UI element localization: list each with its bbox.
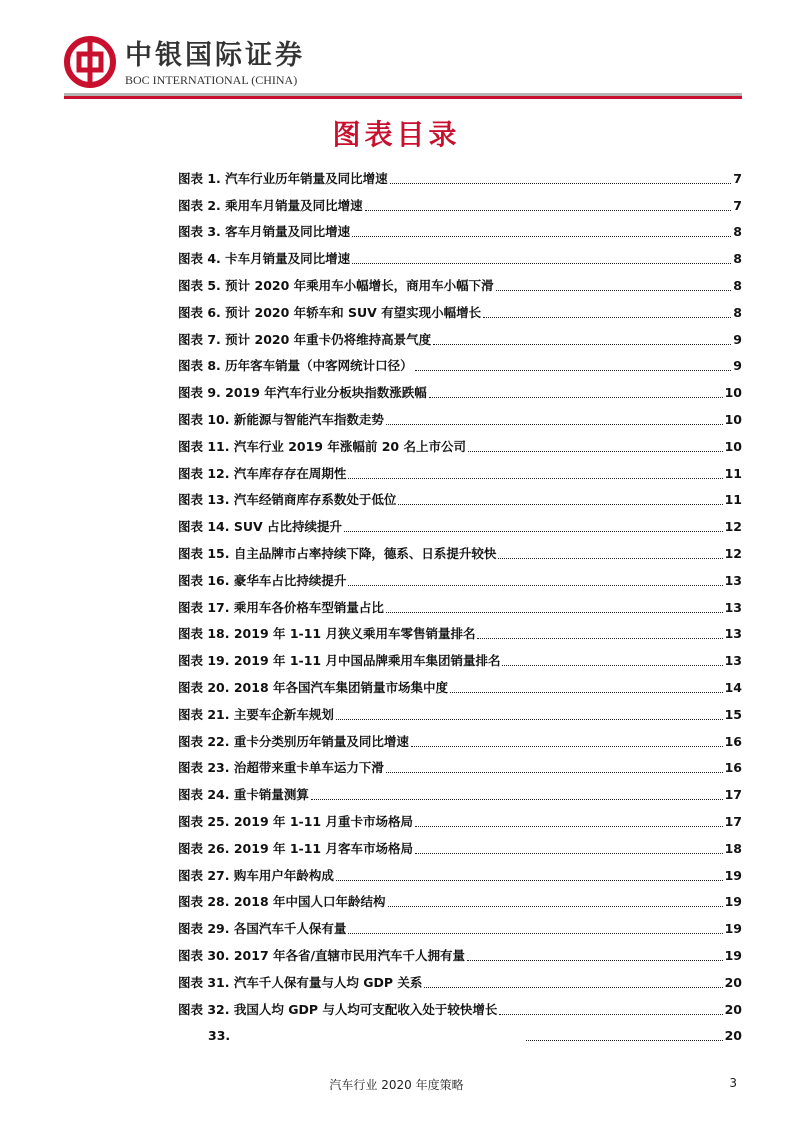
toc-dot-leader — [429, 396, 723, 398]
toc-entry[interactable] — [178, 190, 742, 217]
toc-entry-page[interactable]: 20 — [724, 1001, 742, 1017]
toc-dot-leader — [483, 316, 731, 318]
toc-entry-page[interactable]: 16 — [724, 733, 742, 749]
toc-entry[interactable] — [178, 913, 742, 940]
toc-entry-label[interactable]: 图表 31. 汽车千人保有量与人均 GDP 关系 — [178, 974, 423, 990]
toc-entry-label[interactable]: 图表 17. 乘用车各价格车型销量占比 — [178, 599, 384, 615]
toc-entry-page[interactable]: 15 — [724, 706, 742, 722]
toc-entry-page[interactable]: 10 — [724, 438, 742, 454]
toc-dot-leader — [424, 986, 722, 988]
boc-logo-icon — [64, 36, 116, 88]
header-divider-red — [64, 96, 742, 99]
toc-dot-leader — [336, 718, 723, 720]
toc-dot-leader — [365, 209, 732, 211]
toc-entry-label[interactable]: 图表 8. 历年客车销量（中客网统计口径） — [178, 358, 413, 374]
toc-entry[interactable] — [178, 779, 742, 806]
toc-entry-label[interactable]: 图表 25. 2019 年 1-11 月重卡市场格局 — [178, 813, 413, 829]
toc-entry[interactable] — [178, 994, 742, 1021]
toc-entry[interactable] — [178, 538, 742, 565]
toc-entry[interactable] — [178, 806, 742, 833]
toc-entry[interactable] — [178, 565, 742, 592]
toc-dot-leader — [526, 1039, 723, 1041]
toc-entry-label[interactable]: 图表 1. 汽车行业历年销量及同比增速 — [178, 170, 388, 186]
toc-entry[interactable] — [178, 297, 742, 324]
toc-entry[interactable] — [178, 243, 742, 270]
toc-dot-leader — [352, 235, 731, 237]
toc-dot-leader — [468, 450, 723, 452]
toc-entry-label[interactable]: 图表 13. 汽车经销商库存系数处于低位 — [178, 492, 397, 508]
toc-entry-label[interactable]: 图表 14. SUV 占比持续提升 — [178, 519, 343, 535]
toc-entry-page[interactable]: 19 — [724, 947, 742, 963]
toc-entry-label[interactable]: 图表 23. 治超带来重卡单车运力下滑 — [178, 760, 384, 776]
toc-dot-leader — [390, 182, 732, 184]
toc-entry-label[interactable]: 图表 19. 2019 年 1-11 月中国品牌乘用车集团销量排名 — [178, 653, 501, 669]
toc-entry-page[interactable]: 10 — [724, 411, 742, 427]
toc-entry-page[interactable]: 16 — [724, 760, 742, 776]
toc-entry[interactable] — [178, 163, 742, 190]
footer-report-title: 汽车行业 2020 年度策略 — [329, 1078, 464, 1092]
toc-entry-page[interactable]: 19 — [724, 867, 742, 883]
toc-entry[interactable] — [178, 672, 742, 699]
toc-entry-label[interactable]: 图表 6. 预计 2020 年轿车和 SUV 有望实现小幅增长 — [178, 304, 482, 320]
toc-entry-page[interactable]: 8 — [733, 277, 742, 293]
toc-dot-leader — [433, 343, 731, 345]
toc-entry[interactable] — [178, 351, 742, 378]
toc-dot-leader — [344, 530, 723, 532]
toc-entry[interactable] — [178, 726, 742, 753]
toc-entry[interactable] — [178, 645, 742, 672]
toc-entry-label[interactable]: 图表 4. 卡车月销量及同比增速 — [178, 251, 351, 267]
toc-entry-page[interactable]: 11 — [724, 492, 742, 508]
toc-entry-label[interactable]: 图表 32. 我国人均 GDP 与人均可支配收入处于较快增长 — [178, 1001, 498, 1017]
toc-entry-page[interactable]: 7 — [733, 170, 742, 186]
toc-dot-leader — [477, 637, 722, 639]
toc-entry-label[interactable]: 图表 3. 客车月销量及同比增速 — [178, 224, 351, 240]
toc-entry-page[interactable]: 17 — [724, 813, 742, 829]
toc-entry-label[interactable]: 图表 29. 各国汽车千人保有量 — [178, 921, 347, 937]
toc-entry-page[interactable]: 11 — [724, 465, 742, 481]
toc-entry-label[interactable]: 图表 22. 重卡分类别历年销量及同比增速 — [178, 733, 409, 749]
toc-entry-label[interactable]: 图表 26. 2019 年 1-11 月客车市场格局 — [178, 840, 413, 856]
toc-entry-label[interactable]: 图表 30. 2017 年各省/直辖市民用汽车千人拥有量 — [178, 947, 466, 963]
toc-dot-leader — [467, 959, 723, 961]
toc-entry[interactable] — [178, 1021, 742, 1048]
toc-title: 图表目录 — [332, 118, 461, 151]
toc-dot-leader — [348, 932, 722, 934]
toc-entry[interactable] — [178, 511, 742, 538]
toc-entry[interactable] — [178, 860, 742, 887]
toc-entry-page[interactable]: 10 — [724, 385, 742, 401]
toc-entry[interactable] — [178, 833, 742, 860]
toc-entry-page[interactable]: 20 — [724, 1028, 742, 1044]
toc-entry-label[interactable]: 图表 18. 2019 年 1-11 月狭义乘用车零售销量排名 — [178, 626, 476, 642]
toc-entry-label[interactable]: 33. — [208, 1028, 231, 1044]
toc-entry[interactable] — [178, 431, 742, 458]
toc-entry-page[interactable]: 12 — [724, 519, 742, 535]
toc-entry[interactable] — [178, 940, 742, 967]
toc-entry[interactable] — [178, 619, 742, 646]
toc-entry[interactable] — [178, 592, 742, 619]
toc-entry[interactable] — [178, 887, 742, 914]
toc-dot-leader — [336, 879, 723, 881]
toc-entry-page[interactable]: 13 — [724, 653, 742, 669]
toc-dot-leader — [496, 289, 732, 291]
toc-entry-page[interactable]: 19 — [724, 921, 742, 937]
toc-entry-label[interactable]: 图表 24. 重卡销量测算 — [178, 787, 309, 803]
toc-entry[interactable] — [178, 404, 742, 431]
toc-entry-page[interactable]: 8 — [733, 224, 742, 240]
toc-entry[interactable] — [178, 485, 742, 512]
toc-entry-page[interactable]: 13 — [724, 572, 742, 588]
toc-entry-page[interactable]: 14 — [724, 679, 742, 695]
toc-dot-leader — [311, 798, 723, 800]
toc-dot-leader — [415, 852, 723, 854]
toc-entry-page[interactable]: 9 — [733, 358, 742, 374]
toc-entry-page[interactable]: 7 — [733, 197, 742, 213]
brand-name-cn: 中银国际证券 — [125, 40, 305, 71]
toc-entry-label[interactable]: 图表 16. 豪华车占比持续提升 — [178, 572, 347, 588]
toc-dot-leader — [386, 771, 723, 773]
toc-entry[interactable] — [178, 217, 742, 244]
toc-entry-label[interactable]: 图表 10. 新能源与智能汽车指数走势 — [178, 411, 384, 427]
toc-entry-page[interactable]: 13 — [724, 599, 742, 615]
page-number: 3 — [729, 1076, 737, 1090]
toc-dot-leader — [450, 691, 723, 693]
toc-dot-leader — [411, 745, 723, 747]
toc-entry-label[interactable]: 图表 20. 2018 年各国汽车集团销量市场集中度 — [178, 679, 448, 695]
table-of-figures — [178, 163, 742, 1047]
toc-entry[interactable] — [178, 699, 742, 726]
toc-entry-label[interactable]: 图表 27. 购车用户年龄构成 — [178, 867, 334, 883]
toc-entry-page[interactable]: 8 — [733, 304, 742, 320]
toc-dot-leader — [348, 584, 722, 586]
toc-entry[interactable] — [178, 377, 742, 404]
toc-entry[interactable] — [178, 753, 742, 780]
toc-entry-label[interactable]: 图表 5. 预计 2020 年乘用车小幅增长，商用车小幅下滑 — [178, 277, 494, 293]
toc-dot-leader — [415, 369, 732, 371]
toc-dot-leader — [388, 905, 723, 907]
toc-entry-page[interactable]: 13 — [724, 626, 742, 642]
toc-entry-label[interactable]: 图表 12. 汽车库存存在周期性 — [178, 465, 347, 481]
toc-dot-leader — [415, 825, 723, 827]
brand-name-en: BOC INTERNATIONAL (CHINA) — [125, 73, 298, 87]
toc-entry-page[interactable]: 18 — [724, 840, 742, 856]
toc-dot-leader — [498, 557, 722, 559]
toc-entry-page[interactable]: 17 — [724, 787, 742, 803]
toc-dot-leader — [348, 477, 722, 479]
toc-dot-leader — [398, 503, 722, 505]
toc-entry-page[interactable]: 20 — [724, 974, 742, 990]
toc-entry-label[interactable]: 图表 21. 主要车企新车规划 — [178, 706, 334, 722]
toc-entry-label[interactable]: 图表 15. 自主品牌市占率持续下降，德系、日系提升较快 — [178, 545, 497, 561]
toc-entry[interactable] — [178, 458, 742, 485]
toc-entry-label[interactable]: 图表 28. 2018 年中国人口年龄结构 — [178, 894, 386, 910]
toc-entry[interactable] — [178, 270, 742, 297]
toc-entry-page[interactable]: 8 — [733, 251, 742, 267]
toc-entry[interactable] — [178, 967, 742, 994]
toc-entry-page[interactable]: 9 — [733, 331, 742, 347]
toc-entry-label[interactable]: 图表 2. 乘用车月销量及同比增速 — [178, 197, 363, 213]
toc-entry-label[interactable]: 图表 11. 汽车行业 2019 年涨幅前 20 名上市公司 — [178, 438, 466, 454]
toc-entry-label[interactable]: 图表 9. 2019 年汽车行业分板块指数涨跌幅 — [178, 385, 427, 401]
toc-dot-leader — [499, 1013, 722, 1015]
toc-dot-leader — [386, 611, 723, 613]
toc-entry-page[interactable]: 12 — [724, 545, 742, 561]
toc-entry-page[interactable]: 19 — [724, 894, 742, 910]
toc-dot-leader — [386, 423, 723, 425]
toc-dot-leader — [502, 664, 722, 666]
toc-entry[interactable] — [178, 324, 742, 351]
toc-entry-label[interactable]: 图表 7. 预计 2020 年重卡仍将维持高景气度 — [178, 331, 432, 347]
toc-dot-leader — [352, 262, 731, 264]
